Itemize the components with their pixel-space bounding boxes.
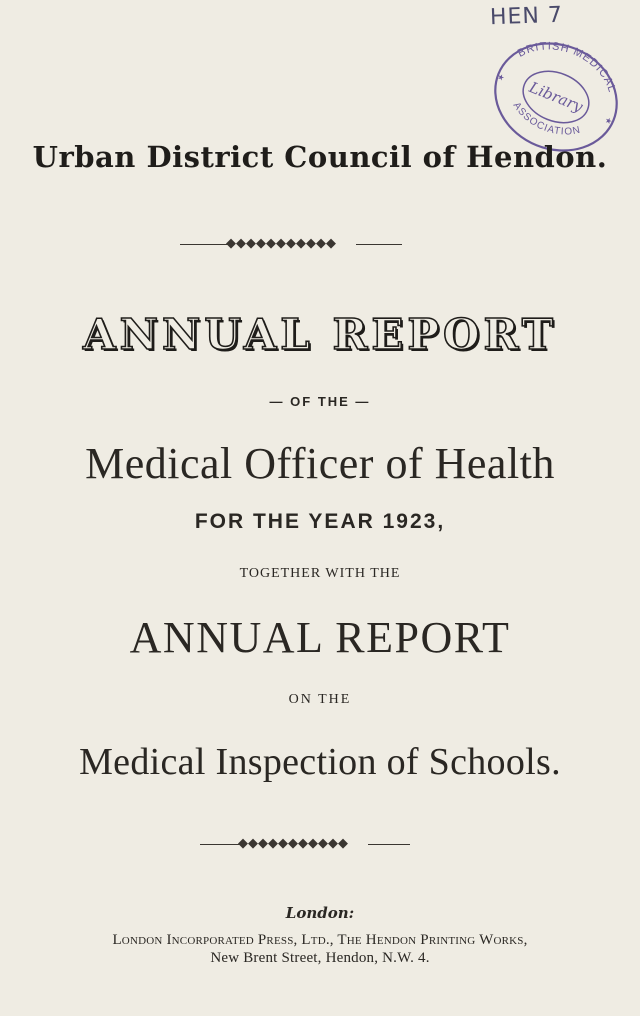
imprint-city: London:	[285, 904, 355, 922]
annual-report-title: ANNUAL REPORT	[83, 310, 557, 359]
ornamental-divider	[200, 836, 410, 852]
stamp-star-icon: ★	[495, 71, 506, 83]
divider-line	[180, 244, 228, 245]
divider-beads-icon: ◆◆◆◆◆◆◆◆◆◆◆	[226, 235, 336, 250]
stamp-top-text: BRITISH MEDICAL	[515, 40, 619, 95]
divider-line	[368, 844, 410, 845]
stamp-bottom-text: ASSOCIATION	[510, 100, 582, 138]
divider-line	[200, 844, 240, 845]
annual-report-subtitle: ANNUAL REPORT	[129, 613, 511, 662]
medical-officer-heading: Medical Officer of Health	[85, 439, 555, 488]
stamp-center-text: Library	[526, 78, 586, 116]
handwritten-shelfmark: HEN 7	[489, 2, 564, 31]
ornamental-divider	[180, 236, 402, 252]
divider-line	[356, 244, 402, 245]
medical-inspection-heading: Medical Inspection of Schools.	[79, 741, 561, 783]
imprint-publisher: London Incorporated Press, Ltd., The Hendon Printing Works,	[112, 932, 528, 948]
report-year: FOR THE YEAR 1923,	[194, 510, 446, 533]
imprint-address: New Brent Street, Hendon, N.W. 4.	[210, 950, 430, 966]
council-heading: Urban District Council of Hendon.	[32, 140, 608, 174]
together-line: TOGETHER WITH THE	[239, 566, 401, 581]
stamp-star-icon: ★	[603, 115, 614, 127]
on-the-line: ON THE	[288, 692, 352, 707]
of-the-line: — OF THE —	[269, 394, 371, 409]
divider-beads-icon: ◆◆◆◆◆◆◆◆◆◆◆	[238, 835, 348, 850]
